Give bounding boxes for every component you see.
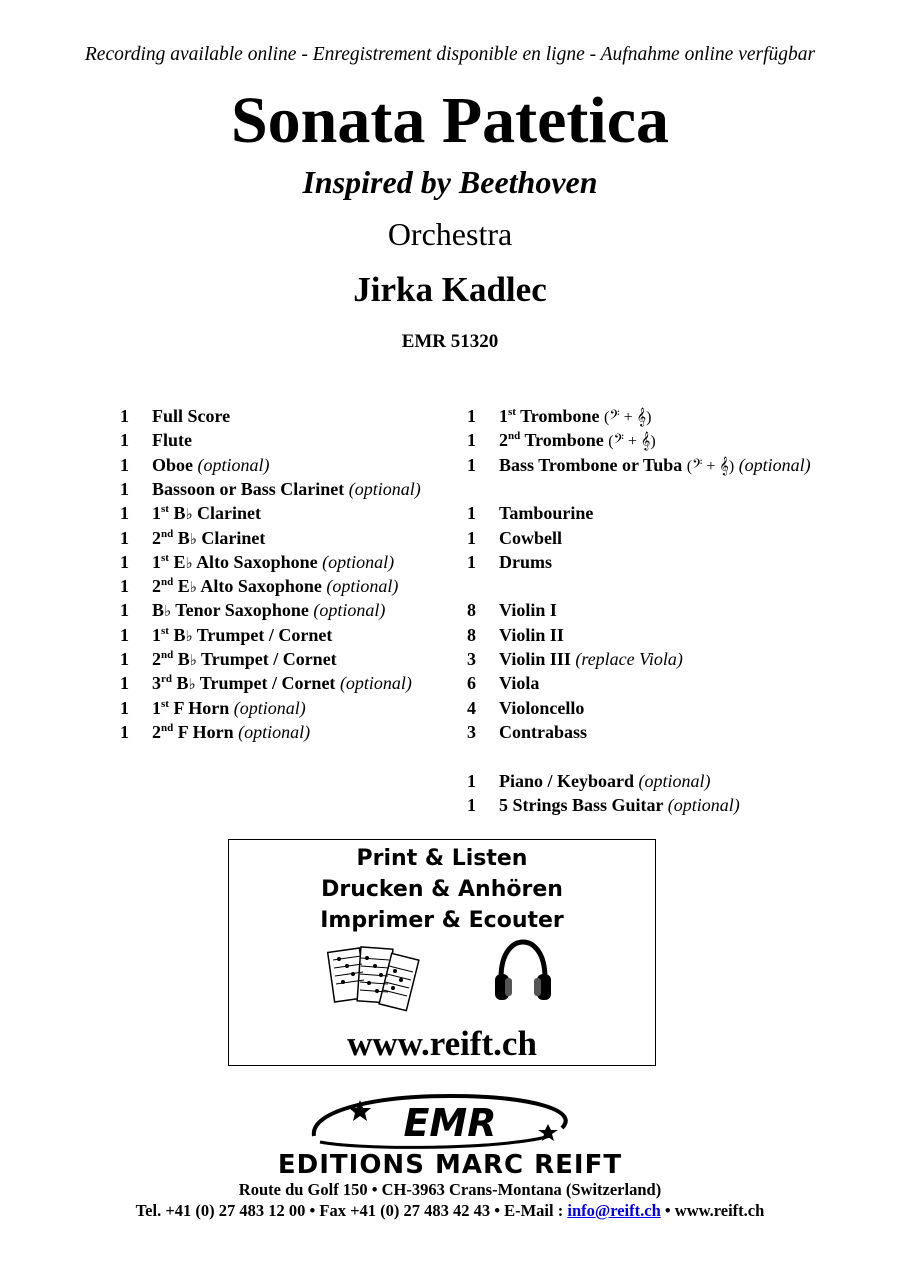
- publisher-contact: [0, 1201, 900, 1221]
- part-label: Bassoon or Bass Clarinet: [152, 478, 345, 499]
- ordinal-suffix: st: [161, 697, 169, 710]
- optional-note: (optional): [339, 673, 412, 694]
- part-name: [499, 769, 711, 793]
- ordinal-suffix: nd: [161, 721, 174, 734]
- listen-line-2: Drucken & Anhören: [321, 877, 563, 902]
- part-name: [152, 404, 230, 428]
- flat-icon: ♭: [189, 580, 197, 597]
- clef-icon: (𝄢 + 𝄞): [603, 409, 652, 426]
- website-link[interactable]: www.reift.ch: [347, 1024, 537, 1063]
- email-link[interactable]: info@reift.ch: [567, 1201, 661, 1220]
- part-quantity: 1: [467, 503, 476, 524]
- part-label: Bass Trombone or Tuba: [499, 454, 683, 475]
- part-name: [152, 453, 270, 477]
- part-name: [499, 501, 593, 525]
- optional-note: (replace Viola): [575, 649, 683, 669]
- contact-web: • www.reift.ch: [660, 1201, 765, 1220]
- flat-icon: ♭: [189, 653, 197, 669]
- subtitle: Inspired by Beethoven: [302, 164, 598, 200]
- sheet-music-icon: [325, 944, 421, 1016]
- part-quantity: 1: [120, 430, 129, 451]
- composer: Jirka Kadlec: [353, 270, 547, 309]
- publisher-address: Route du Golf 150 • CH-3963 Crans-Montana (Switzerland): [238, 1180, 662, 1199]
- part-label: Oboe: [152, 454, 194, 475]
- part-label: Violin I: [499, 600, 557, 621]
- part-name: [499, 623, 564, 647]
- part-quantity: 1: [467, 406, 476, 426]
- part-quantity: 1: [467, 527, 476, 548]
- part-name: [152, 550, 394, 576]
- contact-phones: Tel. +41 (0) 27 483 12 00 • Fax +41 (0) 27 483 42 43 • E-Mail :: [135, 1201, 568, 1220]
- ordinal-suffix: st: [508, 406, 516, 418]
- part-quantity: 1: [120, 624, 129, 645]
- part-label: Viola: [499, 673, 540, 694]
- part-name: [499, 428, 656, 454]
- recording-note: Recording available online - Enregistrement disponible en ligne - Aufnahme online verfügbar: [84, 44, 816, 65]
- part-ordinal: 2: [152, 527, 161, 548]
- part-quantity: 1: [120, 503, 129, 524]
- optional-note: (optional): [326, 576, 399, 597]
- part-quantity: 1: [467, 794, 476, 815]
- part-key: E: [177, 576, 190, 597]
- part-ordinal: 1: [152, 551, 161, 572]
- part-quantity: 1: [120, 406, 129, 426]
- parts-list-left: [120, 404, 460, 749]
- part-key: E: [173, 551, 186, 572]
- part-quantity: 1: [467, 430, 476, 451]
- headphones-icon: [493, 938, 553, 1004]
- part-name: [152, 696, 306, 720]
- part-label: F Horn: [173, 697, 230, 718]
- flat-icon: ♭: [185, 628, 193, 645]
- clef-icon: (𝄢 + 𝄞): [608, 433, 656, 451]
- part-name: [499, 526, 562, 550]
- part-name: [499, 550, 552, 574]
- optional-note: (optional): [638, 770, 711, 791]
- part-name: [152, 720, 310, 744]
- listen-line-3: Imprimer & Ecouter: [320, 908, 564, 933]
- part-label: Alto Saxophone: [196, 551, 318, 572]
- part-label: Clarinet: [197, 503, 262, 524]
- part-name: [152, 501, 261, 527]
- emr-logo-text: EMR: [403, 1101, 497, 1145]
- parts-list-right: [467, 404, 877, 824]
- optional-note: (optional): [197, 454, 270, 475]
- ordinal-suffix: nd: [508, 430, 521, 443]
- flat-icon: ♭: [164, 604, 172, 621]
- flat-icon: ♭: [185, 555, 193, 572]
- flat-icon: ♭: [188, 677, 196, 694]
- part-label: Contrabass: [499, 721, 588, 742]
- part-name: [499, 647, 683, 671]
- part-label: Drums: [499, 551, 552, 572]
- part-label: Alto Saxophone: [200, 576, 322, 597]
- optional-note: (optional): [738, 454, 811, 475]
- part-label: Trumpet / Cornet: [199, 673, 336, 694]
- part-label: F Horn: [177, 721, 234, 742]
- catalog-code: EMR 51320: [401, 331, 499, 352]
- part-quantity: 1: [120, 697, 129, 718]
- part-label: Full Score: [152, 406, 231, 426]
- part-quantity: 1: [120, 649, 129, 669]
- part-label: 5 Strings Bass Guitar: [499, 794, 664, 815]
- ordinal-suffix: st: [161, 503, 169, 516]
- part-name: [499, 404, 651, 430]
- part-ordinal: 2: [152, 721, 161, 742]
- ordinal-suffix: nd: [161, 527, 174, 540]
- part-quantity: 4: [467, 697, 476, 718]
- part-label: Violoncello: [499, 697, 585, 718]
- part-ordinal: 1: [152, 503, 161, 524]
- emr-logo: [300, 1092, 600, 1150]
- part-ordinal: 2: [152, 576, 161, 597]
- optional-note: (optional): [313, 600, 386, 621]
- listen-line-1: Print & Listen: [356, 846, 528, 871]
- part-label: Tenor Saxophone: [175, 600, 309, 621]
- part-label: Violin III: [499, 649, 571, 669]
- part-quantity: 1: [467, 454, 476, 475]
- ordinal-suffix: st: [161, 624, 169, 637]
- part-key: B: [173, 503, 186, 524]
- part-name: [499, 671, 539, 695]
- part-key: B: [173, 624, 186, 645]
- part-quantity: 1: [120, 551, 129, 572]
- part-label: Tambourine: [499, 503, 594, 524]
- part-name: [152, 671, 412, 697]
- part-name: [152, 574, 398, 600]
- part-key: B: [176, 673, 189, 694]
- part-label: Clarinet: [201, 527, 266, 548]
- part-name: [499, 598, 557, 622]
- part-ordinal: 1: [152, 624, 161, 645]
- part-key: B: [177, 649, 190, 669]
- ordinal-suffix: st: [161, 551, 169, 564]
- part-name: [152, 526, 265, 552]
- part-ordinal: 3: [152, 673, 161, 694]
- part-quantity: 1: [467, 551, 476, 572]
- flat-icon: ♭: [185, 507, 193, 524]
- part-name: [499, 720, 587, 744]
- clef-icon: (𝄢 + 𝄞): [686, 457, 735, 475]
- optional-note: (optional): [348, 478, 421, 499]
- part-label: Flute: [152, 430, 192, 451]
- part-quantity: 8: [467, 624, 476, 645]
- part-ordinal: 1: [499, 406, 508, 426]
- ensemble: Orchestra: [387, 216, 513, 252]
- part-quantity: 3: [467, 721, 476, 742]
- part-ordinal: 2: [152, 649, 161, 669]
- part-name: [499, 696, 584, 720]
- part-quantity: 1: [120, 600, 129, 621]
- part-quantity: 1: [120, 527, 129, 548]
- part-label: Violin II: [499, 624, 564, 645]
- part-name: [152, 428, 192, 452]
- part-name: [152, 647, 337, 673]
- optional-note: (optional): [667, 794, 740, 815]
- publisher-name: EDITIONS MARC REIFT: [277, 1150, 623, 1180]
- part-name: [499, 793, 740, 817]
- part-quantity: 1: [120, 673, 129, 694]
- part-label: Trombone: [524, 430, 604, 451]
- part-label: Piano / Keyboard: [499, 770, 635, 791]
- part-quantity: 1: [120, 478, 129, 499]
- part-label: Cowbell: [499, 527, 562, 548]
- optional-note: (optional): [322, 551, 395, 572]
- part-quantity: 1: [120, 721, 129, 742]
- page-title: Sonata Patetica: [230, 84, 670, 157]
- ordinal-suffix: nd: [161, 649, 174, 661]
- ordinal-suffix: nd: [161, 576, 174, 589]
- part-name: [152, 623, 332, 649]
- part-key: B: [152, 600, 165, 621]
- part-label: Trumpet / Cornet: [201, 649, 337, 669]
- part-name: [499, 453, 811, 479]
- print-listen-box: [228, 839, 656, 1066]
- part-label: Trumpet / Cornet: [196, 624, 333, 645]
- part-quantity: 1: [120, 576, 129, 597]
- ordinal-suffix: rd: [161, 673, 172, 686]
- part-quantity: 1: [467, 770, 476, 791]
- optional-note: (optional): [238, 721, 311, 742]
- part-quantity: 6: [467, 673, 476, 694]
- part-label: Trombone: [520, 406, 600, 426]
- part-name: [152, 477, 421, 501]
- part-ordinal: 1: [152, 697, 161, 718]
- part-quantity: 1: [120, 454, 129, 475]
- part-name: [152, 598, 385, 624]
- part-ordinal: 2: [499, 430, 508, 451]
- optional-note: (optional): [233, 697, 306, 718]
- part-quantity: 8: [467, 600, 476, 621]
- part-key: B: [177, 527, 190, 548]
- part-quantity: 3: [467, 649, 476, 669]
- flat-icon: ♭: [189, 531, 197, 548]
